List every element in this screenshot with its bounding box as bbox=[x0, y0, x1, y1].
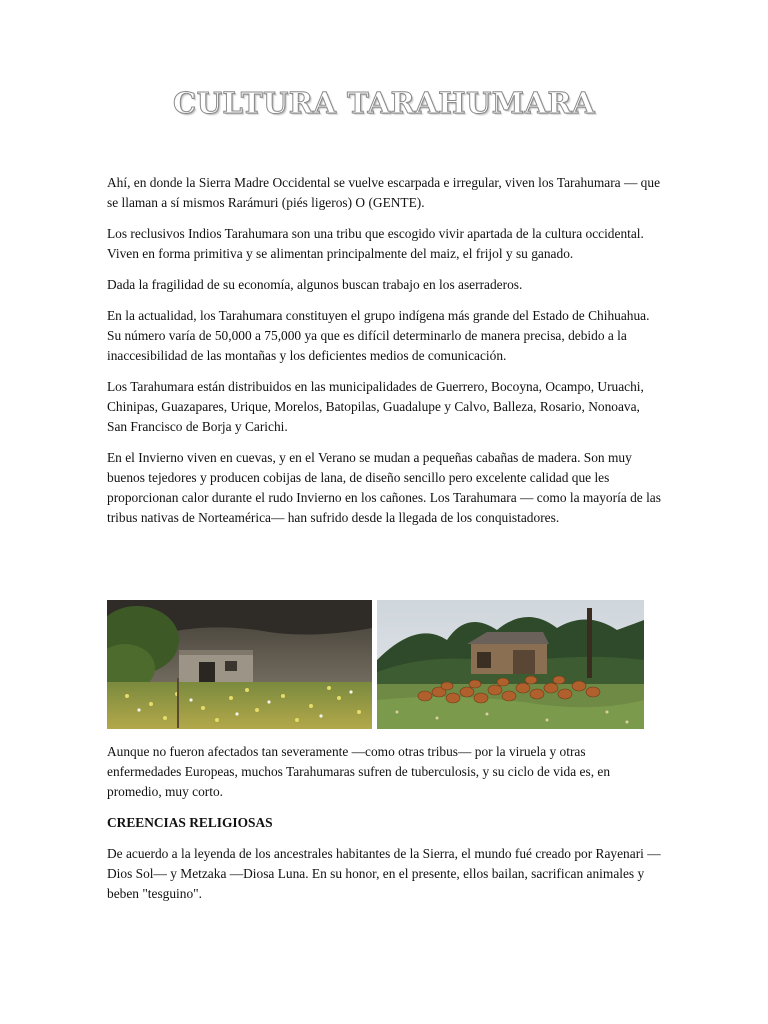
paragraph-actualidad: En la actualidad, los Tarahumara constituyen el grupo indígena más grande del Estado de Chihuahua. Su número varía de 50,000 a 75,000 ya que es difícil determinarlo de manera precisa, debido a la inaccesibilidad de las montañas y los deficientes medios de comunicación. bbox=[107, 308, 650, 363]
cave-house-photo bbox=[107, 600, 372, 729]
paragraph-municipalidades: Los Tarahumara están distribuidos en las municipalidades de Guerrero, Bocoyna, Ocampo, Uruachi, Chinipas, Guazapares, Urique, Morelos, Batopilas, Guadalupe y Calvo, Balleza, Rosario, Nonoava, San Francisco de Borja y Carichi. bbox=[107, 379, 644, 434]
wooden-cabin-image bbox=[377, 600, 644, 729]
intro-text-block bbox=[107, 173, 662, 539]
photo-row bbox=[107, 600, 644, 729]
closing-text-block bbox=[107, 742, 662, 915]
document-title: CULTURA TARAHUMARA bbox=[173, 86, 595, 120]
paragraph-sierra: Ahí, en donde la Sierra Madre Occidental se vuelve escarpada e irregular, viven los Tarahumara — que se llaman a sí mismos Rarámuri (piés ligeros) O (GENTE). bbox=[107, 175, 661, 210]
paragraph-leyenda: De acuerdo a la leyenda de los ancestrales habitantes de la Sierra, el mundo fué creado por Rayenari —Dios Sol— y Metzaka —Diosa Luna. En su honor, en el presente, ellos bailan, sacrifican animales y beben "tesguino". bbox=[107, 846, 661, 901]
section-heading-creencias: CREENCIAS RELIGIOSAS bbox=[107, 815, 273, 830]
paragraph-reclusivos: Los reclusivos Indios Tarahumara son una tribu que escogido vivir apartada de la cultura occidental. Viven en forma primitiva y se alimentan principalmente del maiz, el frijol y su ganado. bbox=[107, 226, 644, 261]
cave-house-image bbox=[107, 600, 372, 729]
wooden-cabin-photo bbox=[377, 600, 644, 729]
paragraph-invierno: En el Invierno viven en cuevas, y en el Verano se mudan a pequeñas cabañas de madera. Son muy buenos tejedores y producen cobijas de lana, de diseño sencillo pero excelente calidad que les proporcionan calor durante el rudo Invierno en los cañones. Los Tarahumara — como la mayoría de las tribus nativas de Norteamérica— han sufrido desde la llegada de los conquistadores. bbox=[107, 450, 661, 525]
paragraph-economia: Dada la fragilidad de su economía, algunos buscan trabajo en los aserraderos. bbox=[107, 277, 523, 292]
paragraph-enfermedades: Aunque no fueron afectados tan severamente —como otras tribus— por la viruela y otras enfermedades Europeas, muchos Tarahumaras sufren de tuberculosis, y su ciclo de vida es, en promedio, muy corto. bbox=[107, 744, 611, 799]
